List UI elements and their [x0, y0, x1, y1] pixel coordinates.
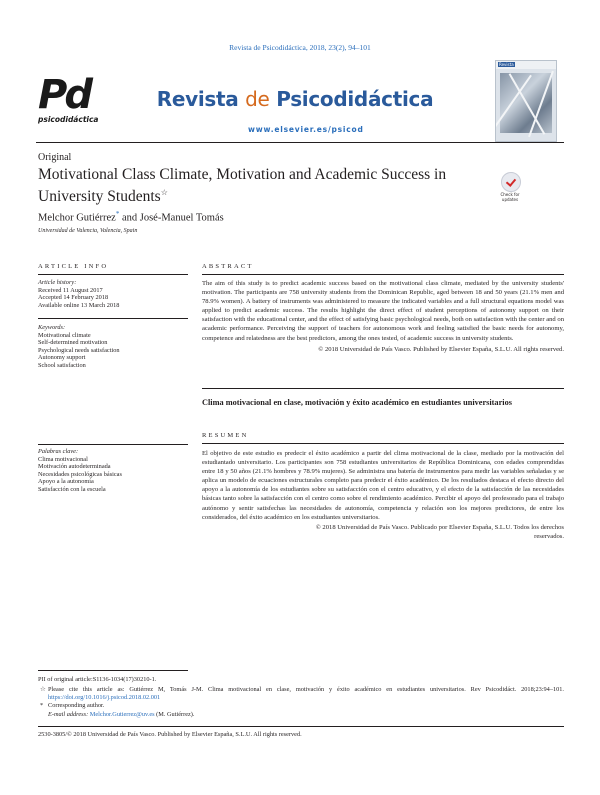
corresponding-author-mark[interactable]: * [115, 210, 120, 218]
palabra-item: Clima motivacional [38, 455, 88, 463]
keyword-item: School satisfaction [38, 361, 86, 369]
corresponding-note [38, 702, 564, 710]
cover-badge: Revista [499, 62, 514, 67]
author-list [38, 210, 224, 224]
affiliation: Universidad de Valencia, Valencia, Spain [38, 228, 138, 234]
resumen-copyright-2: reservados. [534, 532, 564, 540]
author-name: Melchor Gutiérrez [38, 212, 116, 224]
keyword-item: Psychological needs satisfaction [38, 346, 120, 354]
article-title: Motivational Class Climate, Motivation and Academic Success in University Students☆ [38, 166, 447, 206]
palabra-item: Necesidades psicológicas básicas [38, 470, 122, 478]
issn-line: 2530-3805/© 2018 Universidad de País Vasco. Published by Elsevier España, S.L.U. All rights reserved. [38, 731, 302, 738]
abstract-text [202, 279, 564, 354]
keyword-item: Self-determined motivation [38, 339, 108, 347]
email-note [38, 711, 564, 719]
corresponding-text: Corresponding author. [48, 702, 105, 709]
abstract-divider [202, 388, 564, 389]
journal-logo: Pd [38, 72, 90, 118]
palabras-clave-list [38, 448, 188, 494]
cite-mark: ☆ [40, 686, 46, 693]
resumen-copyright-1: © 2018 Universidad de País Vasco. Publicado por Elsevier España, S.L.U. Todos los derechos [315, 523, 564, 531]
abstract-copyright: © 2018 Universidad de País Vasco. Published by Elsevier España, S.L.U. All rights reserved. [318, 345, 564, 353]
article-info-heading: ARTICLE INFO [38, 263, 109, 270]
palabra-item: Apoyo a la autonomía [38, 478, 94, 486]
email-label: E-mail address: [48, 711, 89, 718]
pii-note: PII of original article:S1136-1034(17)30210-1. [38, 676, 157, 683]
email-link[interactable]: Melchor.Gutierrez@uv.es [89, 711, 155, 718]
email-suffix: (M. Gutiérrez). [154, 711, 195, 718]
abstract-rule [202, 274, 564, 275]
article-info-rule [38, 274, 188, 275]
title-footnote-mark[interactable]: ☆ [160, 188, 168, 197]
corresponding-mark: * [40, 702, 44, 709]
palabra-item: Motivación autodeterminada [38, 463, 111, 471]
doi-link[interactable]: https://doi.org/10.1016/j.psicod.2018.02.001 [48, 693, 161, 701]
history-received: Received 11 August 2017 [38, 286, 103, 294]
issn-divider [38, 726, 564, 727]
journal-url-link[interactable]: www.elsevier.es/psicod [248, 125, 364, 134]
journal-logo-subtitle: psicodidáctica [38, 115, 99, 124]
history-accepted: Accepted 14 February 2018 [38, 294, 109, 302]
spanish-title: Clima motivacional en clase, motivación y éxito académico en estudiantes universitarios [202, 398, 512, 407]
journal-citation[interactable]: Revista de Psicodidáctica, 2018, 23(2), 94–101 [229, 43, 371, 52]
check-for-updates-button[interactable] [495, 172, 527, 206]
check-updates-icon [501, 172, 521, 192]
abstract-body: The aim of this study is to predict academic success based on the motivational class climate, mediated by the university students' motivation. The participants are 758 university students from the Dominican Republic, aged between 18 and 50 years (21.1% men and 78.9% women). A battery of instruments was administered to measure the indicated variables and a full structural equations model was applied to predict academic success. The results highlight the direct effect of student perceptions of autonomy support on their satisfaction with the educational center, and the effect of satisfying basic psychological needs, both on satisfaction with the center and on academic performance. Perceiving the support of teachers for autonomous work and feeling satisfied the basic needs for autonomy, competence and relatedness are the best predictors, among the ones tested, of academic success in university students. [202, 280, 564, 342]
keywords-list [38, 324, 188, 370]
abstract-heading: ABSTRACT [202, 263, 254, 270]
journal-cover-image [495, 60, 557, 142]
keywords-label: Keywords: [38, 324, 66, 331]
check-updates-label: Check for updates [500, 192, 520, 202]
history-label: Article history: [38, 279, 77, 286]
footnote-rule [38, 670, 188, 671]
author-name: and José-Manuel Tomás [119, 212, 224, 224]
resumen-rule [202, 443, 564, 444]
keyword-item: Motivational climate [38, 331, 91, 339]
keyword-item: Autonomy support [38, 354, 86, 362]
cite-note [38, 686, 564, 702]
cite-text: Please cite this article as: Gutiérrez M, Tomás J-M. Clima motivacional en clase, motivación y éxito académico en estudiantes universitarios. Rev Psicodidáct. 2018;23:94–101. [48, 686, 564, 693]
resumen-heading: RESUMEN [202, 432, 249, 439]
article-history [38, 279, 188, 309]
header-divider [36, 142, 564, 143]
journal-name: Revista de Psicodidáctica [156, 87, 434, 111]
palabras-divider [38, 444, 188, 445]
resumen-text [202, 449, 564, 541]
resumen-body: El objetivo de este estudio es predecir el éxito académico a partir del clima motivacional de la clase, mediado por la motivación del estudiantado universitario. Los participantes son 758 estudiantes universitarios de República Dominicana, con edades comprendidas entre 18 y 50 años (21.1% hombres y 78.9% mujeres). Se administra una batería de instrumentos para medir las variables señaladas y se aplica un modelo de ecuaciones estructurales completo para predecir el éxito académico. De los resultados destaca el efecto directo del apoyo a la autonomía de los estudiantes sobre su satisfacción con el centro educativo, y el efecto de la satisfacción de las necesidades básicas tanto sobre la satisfacción con el centro como sobre el rendimiento académico. Percibir el apoyo del profesorado para el trabajo autónomo y sentir satisfechas las necesidades de autonomía, competencia y relación son los mejores predictores, de entre los considerados, del éxito académico en los estudiantes universitarios. [202, 450, 564, 521]
palabra-item: Satisfacción con la escuela [38, 485, 106, 493]
history-divider [38, 318, 188, 319]
article-type: Original [38, 152, 72, 163]
history-online: Available online 13 March 2018 [38, 301, 120, 309]
palabras-label: Palabras clave: [38, 448, 79, 455]
